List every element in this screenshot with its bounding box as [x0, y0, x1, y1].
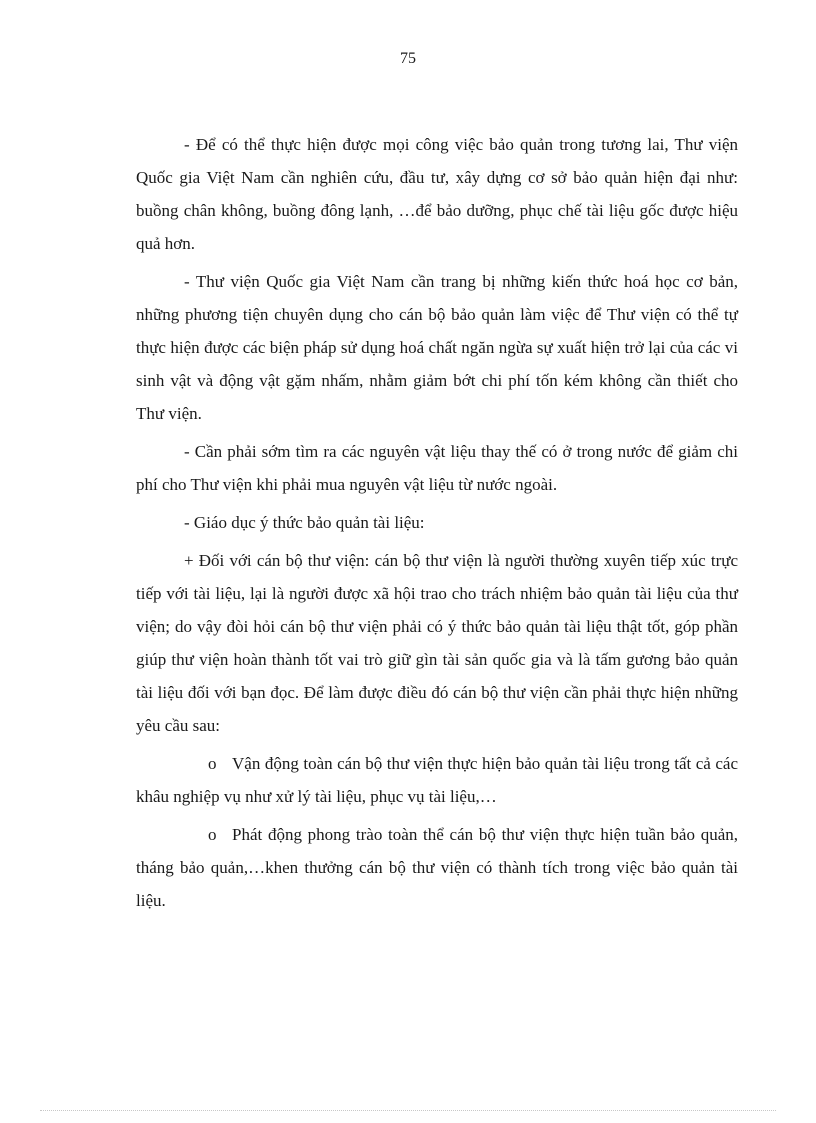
bullet-item — [136, 747, 738, 813]
page-number: 75 — [400, 50, 416, 67]
bullet-marker-icon: o — [208, 754, 217, 773]
bullet-text: Vận động toàn cán bộ thư viện thực hiện bảo quản tài liệu trong tất cả các khâu nghiệp vụ như xử lý tài liệu, phục vụ tài liệu,… — [136, 754, 738, 806]
footer-divider — [40, 1110, 776, 1111]
bullet-item — [136, 818, 738, 917]
document-body — [136, 128, 738, 922]
bullet-marker-icon: o — [208, 825, 217, 844]
paragraph-library-staff: + Đối với cán bộ thư viện: cán bộ thư viện là người thường xuyên tiếp xúc trực tiếp với tài liệu, lại là người được xã hội trao cho trách nhiệm bảo quản tài liệu của thư viện; do vậy đòi hỏi cán bộ thư viện phải có ý thức bảo quản tài liệu thật tốt, góp phần giúp thư viện hoàn thành tốt vai trò giữ gìn tài sản quốc gia và là tấm gương bảo quản tài liệu đối với bạn đọc. Để làm được điều đó cán bộ thư viện cần phải thực hiện những yêu cầu sau: — [136, 551, 738, 735]
bullet-text: Phát động phong trào toàn thể cán bộ thư viện thực hiện tuần bảo quản, tháng bảo quản,…khen thưởng cán bộ thư viện có thành tích trong việc bảo quản tài liệu. — [136, 825, 738, 910]
paragraph-preservation-facilities: - Để có thể thực hiện được mọi công việc bảo quản trong tương lai, Thư viện Quốc gia Việt Nam cần nghiên cứu, đầu tư, xây dựng cơ sở bảo quản hiện đại như: buồng chân không, buồng đông lạnh, …để bảo dưỡng, phục chế tài liệu gốc được hiệu quả hơn. — [136, 135, 738, 253]
paragraph-awareness-heading: - Giáo dục ý thức bảo quản tài liệu: — [184, 513, 425, 532]
paragraph-domestic-materials: - Cần phải sớm tìm ra các nguyên vật liệu thay thế có ở trong nước để giảm chi phí cho Thư viện khi phải mua nguyên vật liệu từ nước ngoài. — [136, 442, 738, 494]
paragraph-chemical-knowledge: - Thư viện Quốc gia Việt Nam cần trang bị những kiến thức hoá học cơ bản, những phương tiện chuyên dụng cho cán bộ bảo quản làm việc để Thư viện có thể tự thực hiện được các biện pháp sử dụng hoá chất ngăn ngừa sự xuất hiện trở lại của các vi sinh vật và động vật gặm nhấm, nhằm giảm bớt chi phí tốn kém không cần thiết cho Thư viện. — [136, 272, 738, 423]
